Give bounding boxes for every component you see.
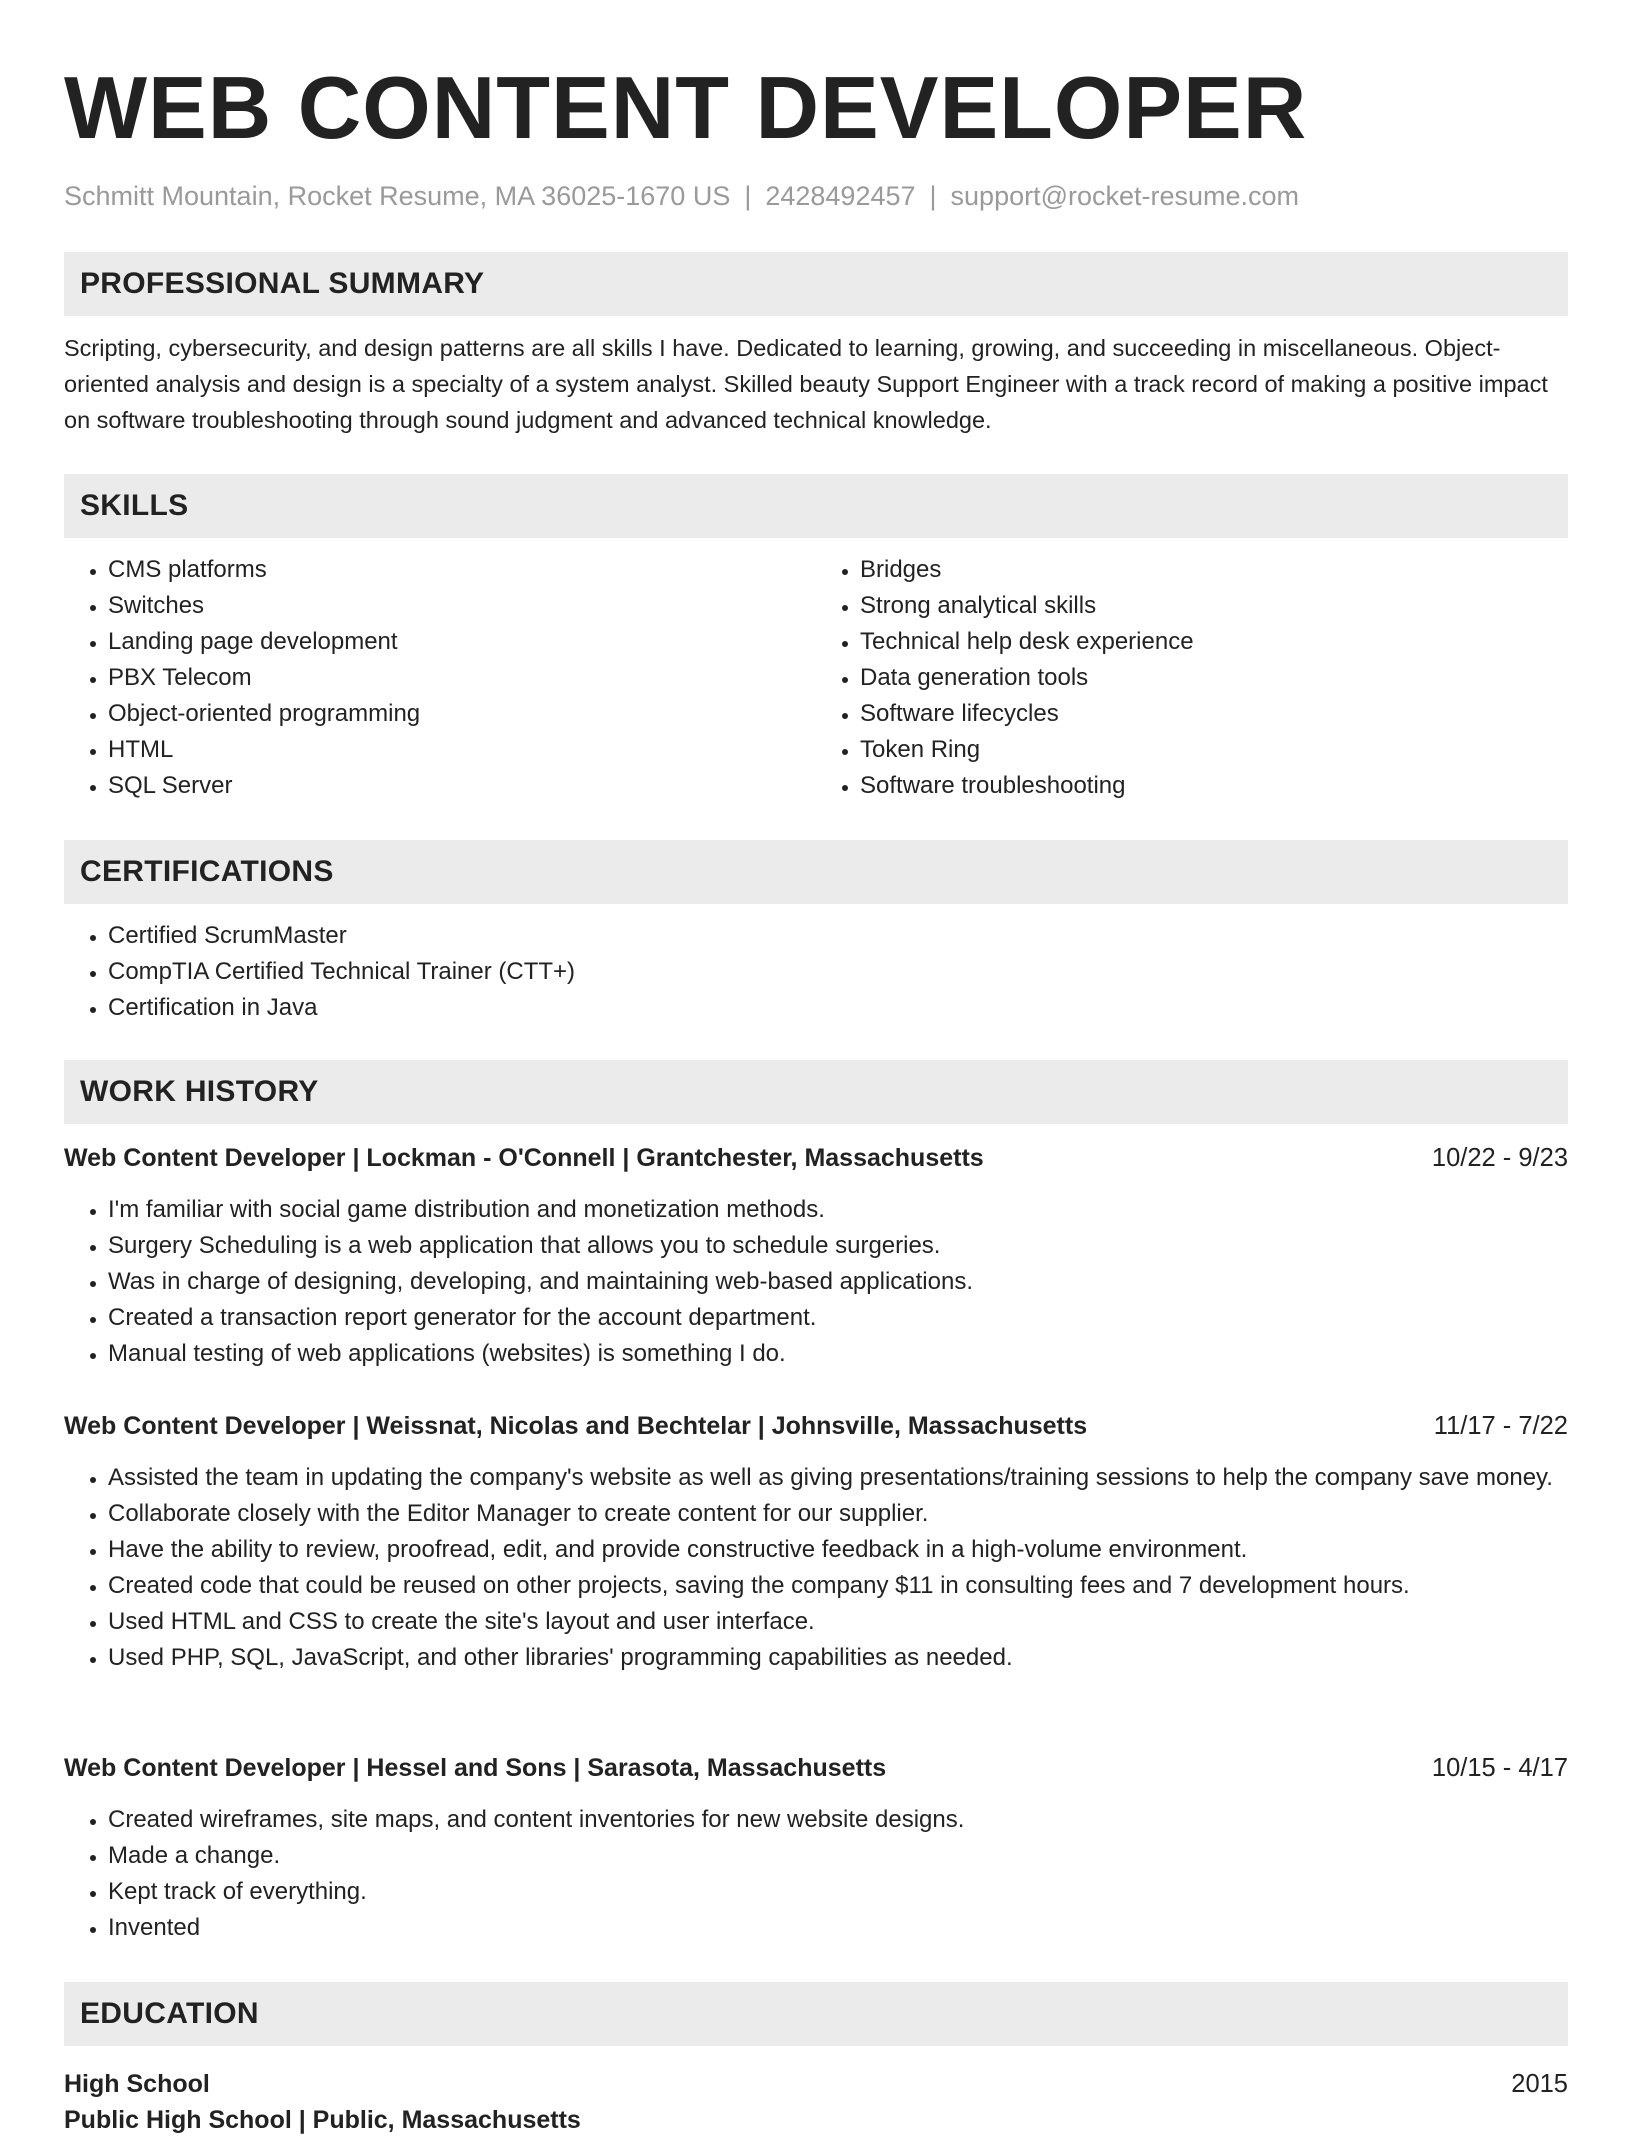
education-year: 2015: [1511, 2070, 1568, 2098]
education-degree: High School: [64, 2070, 210, 2098]
list-item: • Invented: [108, 1910, 1568, 1946]
job-bullets: [64, 1460, 1568, 1676]
contact-separator: |: [929, 181, 937, 211]
list-item: • PBX Telecom: [108, 660, 816, 696]
contact-phone: 2428492457: [765, 181, 916, 211]
education-school: Public High School | Public, Massachusetts: [64, 2106, 581, 2134]
job-entry: [64, 1140, 1568, 1372]
list-item: • Made a change.: [108, 1838, 1568, 1874]
list-item: • Assisted the team in updating the company's website as well as giving presentations/training sessions to help the company save money.: [108, 1460, 1568, 1496]
list-item: • Collaborate closely with the Editor Manager to create content for our supplier.: [108, 1496, 1568, 1532]
page-title: WEB CONTENT DEVELOPER: [64, 58, 1308, 157]
section-heading-skills: SKILLS: [64, 474, 1568, 538]
list-item: • Created code that could be reused on other projects, saving the company $11 in consulting fees and 7 development hours.: [108, 1568, 1568, 1604]
section-heading-education: EDUCATION: [64, 1982, 1568, 2046]
list-item: • Token Ring: [860, 732, 1568, 768]
list-item: • Strong analytical skills: [860, 588, 1568, 624]
list-item: • Bridges: [860, 552, 1568, 588]
job-dates: 11/17 - 7/22: [1433, 1412, 1568, 1440]
certifications-list: [64, 918, 1568, 1026]
list-item: • I'm familiar with social game distribution and monetization methods.: [108, 1192, 1568, 1228]
job-header: [64, 1408, 1568, 1444]
list-item: • Certified ScrumMaster: [108, 918, 1568, 954]
list-item: • CompTIA Certified Technical Trainer (CTT+): [108, 954, 1568, 990]
job-entry: [64, 1408, 1568, 1676]
list-item: • Data generation tools: [860, 660, 1568, 696]
summary-section: [64, 252, 1568, 438]
job-title: Web Content Developer | Hessel and Sons | Sarasota, Massachusetts: [64, 1754, 887, 1782]
list-item: • Certification in Java: [108, 990, 1568, 1026]
skills-list-left: [64, 552, 816, 804]
section-heading-work-history: WORK HISTORY: [64, 1060, 1568, 1124]
job-entry: [64, 1750, 1568, 1946]
list-item: • Object-oriented programming: [108, 696, 816, 732]
contact-separator: |: [744, 181, 752, 211]
resume-header: [64, 0, 1568, 214]
job-title: Web Content Developer | Weissnat, Nicolas and Bechtelar | Johnsville, Massachusetts: [64, 1412, 1088, 1440]
job-header: [64, 1140, 1568, 1176]
skills-grid: [64, 552, 1568, 804]
list-item: • Switches: [108, 588, 816, 624]
list-item: • Landing page development: [108, 624, 816, 660]
list-item: • HTML: [108, 732, 816, 768]
skills-list-right: [816, 552, 1568, 804]
section-heading-certifications: CERTIFICATIONS: [64, 840, 1568, 904]
job-bullets: [64, 1802, 1568, 1946]
list-item: • Created a transaction report generator for the account department.: [108, 1300, 1568, 1336]
skills-section: [64, 474, 1568, 804]
job-title: Web Content Developer | Lockman - O'Connell | Grantchester, Massachusetts: [64, 1144, 984, 1172]
list-item: • CMS platforms: [108, 552, 816, 588]
work-history-section: [64, 1060, 1568, 1124]
list-item: • Used HTML and CSS to create the site's layout and user interface.: [108, 1604, 1568, 1640]
education-section: [64, 1982, 1568, 2138]
job-header: [64, 1750, 1568, 1786]
contact-email: support@rocket-resume.com: [950, 181, 1300, 211]
list-item: • Manual testing of web applications (websites) is something I do.: [108, 1336, 1568, 1372]
job-bullets: [64, 1192, 1568, 1372]
education-header: [64, 2066, 1568, 2102]
list-item: • Have the ability to review, proofread, edit, and provide constructive feedback in a high-volume environment.: [108, 1532, 1568, 1568]
list-item: • Software lifecycles: [860, 696, 1568, 732]
list-item: • Kept track of everything.: [108, 1874, 1568, 1910]
job-dates: 10/15 - 4/17: [1431, 1754, 1568, 1782]
list-item: • Created wireframes, site maps, and content inventories for new website designs.: [108, 1802, 1568, 1838]
list-item: • Used PHP, SQL, JavaScript, and other libraries' programming capabilities as needed.: [108, 1640, 1568, 1676]
list-item: • Software troubleshooting: [860, 768, 1568, 804]
list-item: • Technical help desk experience: [860, 624, 1568, 660]
list-item: • Surgery Scheduling is a web application that allows you to schedule surgeries.: [108, 1228, 1568, 1264]
job-dates: 10/22 - 9/23: [1431, 1144, 1568, 1172]
contact-line: [64, 178, 1568, 214]
list-item: • SQL Server: [108, 768, 816, 804]
section-heading-summary: PROFESSIONAL SUMMARY: [64, 252, 1568, 316]
list-item: • Was in charge of designing, developing, and maintaining web-based applications.: [108, 1264, 1568, 1300]
contact-address: Schmitt Mountain, Rocket Resume, MA 36025-1670 US: [64, 181, 731, 211]
summary-text: Scripting, cybersecurity, and design patterns are all skills I have. Dedicated to learning, growing, and succeeding in miscellaneous. Object-oriented analysis and design is a specialty of a system analyst. Skilled beauty Support Engineer with a track record of making a positive impact on software troubleshooting through sound judgment and advanced technical knowledge.: [64, 335, 1548, 433]
certifications-section: [64, 840, 1568, 1026]
